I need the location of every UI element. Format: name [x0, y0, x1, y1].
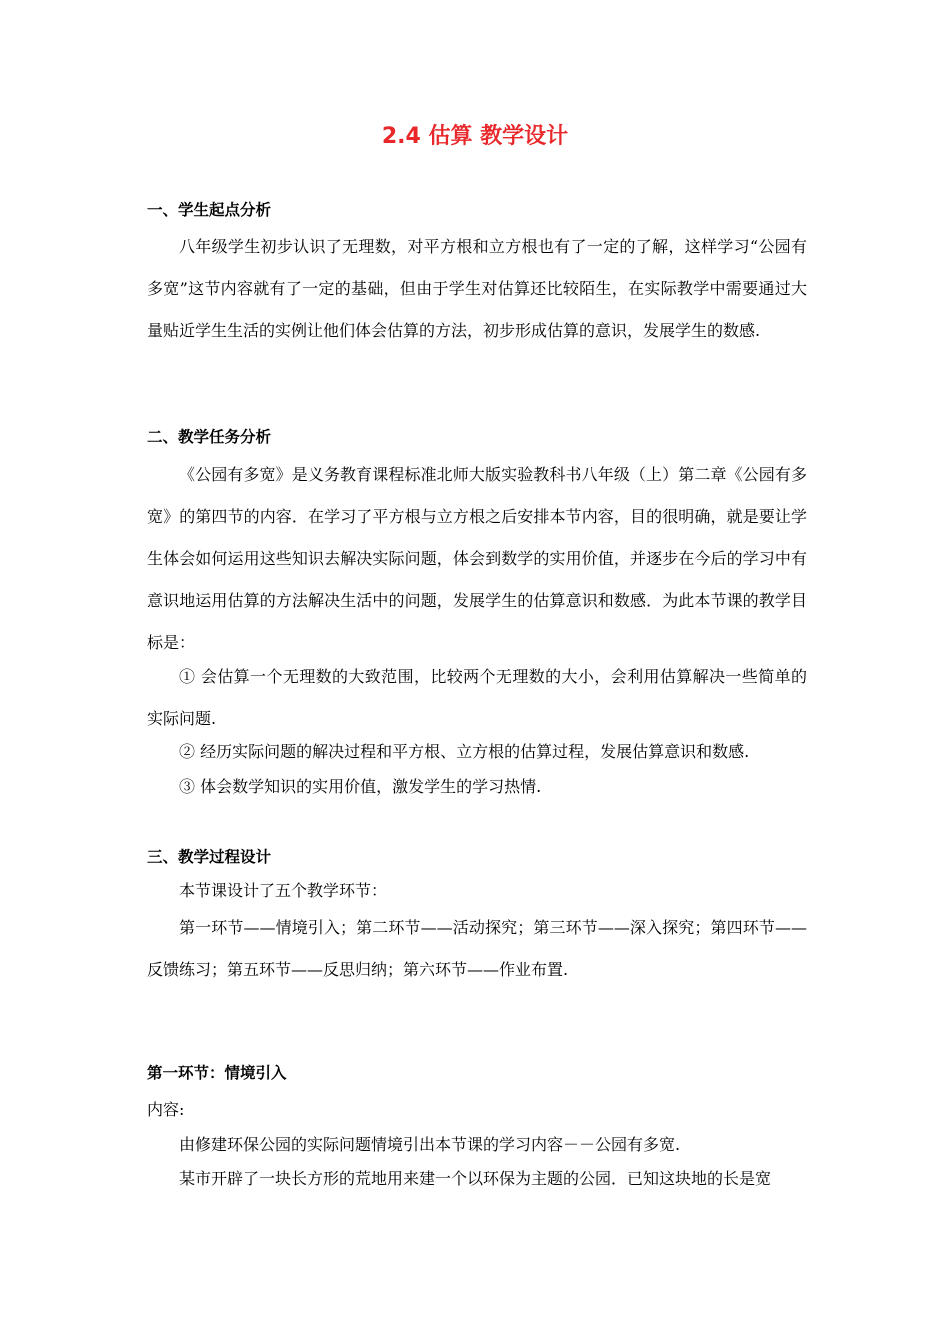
process-stages: 第一环节——情境引入；第二环节——活动探究；第三环节——深入探究；第四环节——反馈练习；第五环节——反思归纳；第六环节——作业布置.	[147, 918, 807, 979]
goal-item-2: ② 经历实际问题的解决过程和平方根、立方根的估算过程，发展估算意识和数感.	[179, 742, 750, 761]
section-heading-student-analysis: 一、学生起点分析	[147, 201, 272, 219]
section-heading-task-analysis: 二、教学任务分析	[147, 428, 272, 446]
paragraph-task-analysis: 《公园有多宽》是义务教育课程标准北师大版实验教科书八年级（上）第二章《公园有多宽》的第四节的内容．在学习了平方根与立方根之后安排本节内容，目的很明确，就是要让学生体会如何运用这些知识去解决实际问题，体会到数学的实用价值，并逐步在今后的学习中有意识地运用估算的方法解决生活中的问题，发展学生的估算意识和数感．为此本节课的教学目标是：	[147, 465, 807, 652]
paragraph-student-analysis: 八年级学生初步认识了无理数，对平方根和立方根也有了一定的了解，这样学习“公园有多宽”这节内容就有了一定的基础，但由于学生对估算还比较陌生，在实际教学中需要通过大量贴近学生生活的实例让他们体会估算的方法，初步形成估算的意识，发展学生的数感.	[147, 237, 807, 340]
stage-one-line-1: 由修建环保公园的实际问题情境引出本节课的学习内容－－公园有多宽.	[179, 1135, 681, 1154]
section-heading-stage-one: 第一环节：情境引入	[147, 1064, 287, 1082]
content-label: 内容:	[147, 1100, 185, 1119]
section-heading-process-design: 三、教学过程设计	[147, 848, 272, 866]
stage-one-line-2: 某市开辟了一块长方形的荒地用来建一个以环保为主题的公园．已知这块地的长是宽	[179, 1169, 772, 1188]
goal-item-3: ③ 体会数学知识的实用价值，激发学生的学习热情.	[179, 777, 542, 796]
process-intro: 本节课设计了五个教学环节：	[179, 881, 388, 900]
document-title: 2.4 估算 教学设计	[381, 124, 569, 149]
goal-item-1: ① 会估算一个无理数的大致范围，比较两个无理数的大小，会利用估算解决一些简单的实际问题.	[147, 667, 807, 728]
